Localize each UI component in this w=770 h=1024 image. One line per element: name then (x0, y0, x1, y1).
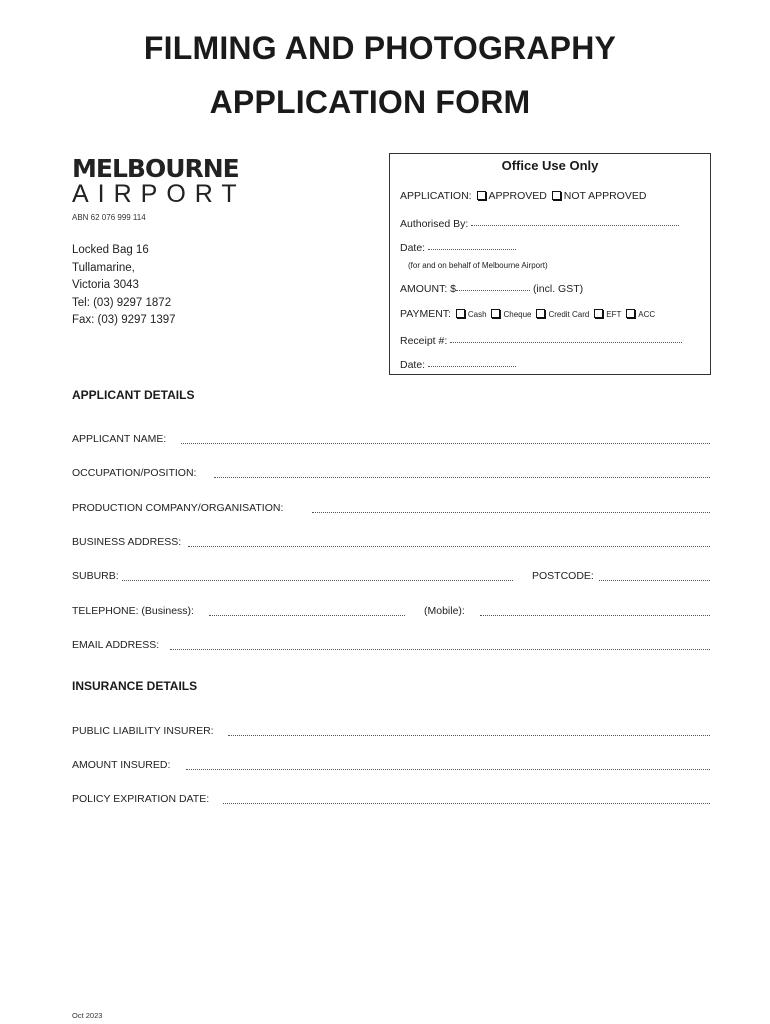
amount-label: AMOUNT: $ (400, 283, 457, 295)
credit-card-checkbox[interactable] (536, 309, 545, 318)
application-label: APPLICATION: (400, 190, 472, 202)
email-label: EMAIL ADDRESS: (72, 639, 160, 651)
telephone-business-label: TELEPHONE: (Business): (72, 605, 194, 617)
office-date-field[interactable] (428, 249, 516, 250)
policy-expiration-label: POLICY EXPIRATION DATE: (72, 793, 210, 805)
payment-label: PAYMENT: (400, 308, 451, 320)
receipt-field[interactable] (450, 342, 682, 343)
credit-card-label: Credit Card (548, 310, 590, 319)
postcode-label: POSTCODE: (532, 570, 594, 582)
acc-label: ACC (638, 310, 656, 319)
address-line: Tullamarine, (72, 261, 135, 274)
address-line: Fax: (03) 9297 1397 (72, 314, 176, 326)
abn-number: ABN 62 076 999 114 (72, 213, 146, 222)
receipt-row (400, 335, 682, 347)
office-date2-label: Date: (400, 359, 426, 371)
occupation-label: OCCUPATION/POSITION: (72, 467, 197, 479)
address-line: Victoria 3043 (72, 279, 139, 291)
insurer-field[interactable] (228, 735, 710, 736)
approved-label: APPROVED (488, 190, 547, 202)
policy-expiration-field[interactable] (223, 803, 710, 804)
telephone-business-field[interactable] (209, 615, 405, 616)
postcode-field[interactable] (599, 580, 710, 581)
postal-address (72, 242, 176, 330)
office-date2-field[interactable] (428, 366, 516, 367)
authorised-by-label: Authorised By: (400, 218, 469, 230)
authorised-by-field[interactable] (471, 225, 679, 226)
mobile-field[interactable] (480, 615, 710, 616)
suburb-field[interactable] (122, 580, 513, 581)
office-use-box (389, 153, 711, 375)
form-title-line2: APPLICATION FORM (209, 84, 531, 120)
mobile-label: (Mobile): (424, 605, 465, 617)
authorised-by-row (400, 218, 679, 230)
cheque-label: Cheque (503, 310, 532, 319)
eft-label: EFT (606, 310, 622, 319)
cheque-checkbox[interactable] (491, 309, 500, 318)
amount-row (400, 283, 583, 295)
not-approved-label: NOT APPROVED (563, 190, 647, 202)
gst-label: (incl. GST) (532, 283, 584, 295)
office-date-label: Date: (400, 242, 426, 254)
office-use-header: Office Use Only (501, 158, 599, 173)
logo-bottom-text: AIRPORT (72, 180, 246, 208)
office-date2-row (400, 359, 516, 371)
insurer-label: PUBLIC LIABILITY INSURER: (72, 725, 214, 737)
business-address-label: BUSINESS ADDRESS: (72, 536, 182, 548)
amount-insured-label: AMOUNT INSURED: (72, 759, 171, 771)
amount-insured-field[interactable] (186, 769, 710, 770)
not-approved-checkbox[interactable] (552, 191, 561, 200)
applicant-name-label: APPLICANT NAME: (72, 433, 167, 445)
eft-checkbox[interactable] (594, 309, 603, 318)
payment-row (400, 308, 655, 320)
office-date-row (400, 242, 516, 254)
application-row (400, 190, 646, 202)
company-field[interactable] (312, 512, 710, 513)
logo-top-text: MELBOURNE (72, 154, 239, 183)
email-field[interactable] (170, 649, 710, 650)
occupation-field[interactable] (214, 477, 710, 478)
company-label: PRODUCTION COMPANY/ORGANISATION: (72, 502, 284, 514)
amount-field[interactable] (456, 290, 530, 291)
footer-date: Oct 2023 (72, 1011, 103, 1020)
melbourne-airport-logo (72, 156, 246, 206)
form-title-line1: FILMING AND PHOTOGRAPHY (143, 30, 617, 66)
insurance-details-heading: INSURANCE DETAILS (72, 679, 198, 693)
behalf-note: (for and on behalf of Melbourne Airport) (408, 261, 548, 270)
cash-label: Cash (467, 310, 487, 319)
acc-checkbox[interactable] (626, 309, 635, 318)
address-line: Tel: (03) 9297 1872 (72, 296, 172, 309)
address-line: Locked Bag 16 (72, 244, 149, 256)
cash-checkbox[interactable] (456, 309, 465, 318)
applicant-details-heading: APPLICANT DETAILS (72, 388, 195, 402)
approved-checkbox[interactable] (477, 191, 486, 200)
suburb-label: SUBURB: (72, 570, 119, 582)
receipt-label: Receipt #: (400, 335, 448, 347)
applicant-name-field[interactable] (181, 443, 710, 444)
business-address-field[interactable] (188, 546, 710, 547)
